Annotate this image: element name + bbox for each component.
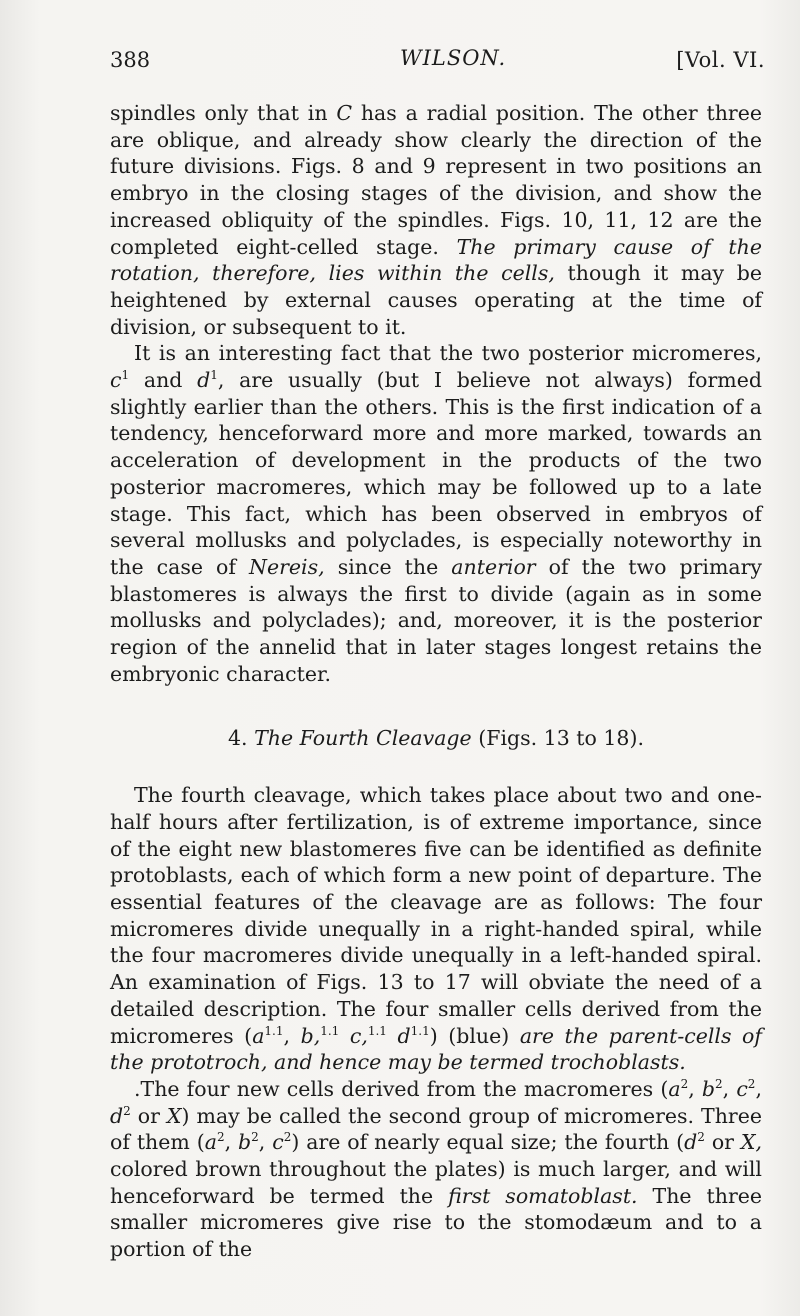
paragraph-3 bbox=[110, 782, 762, 1076]
section-figs: (Figs. 13 to 18). bbox=[478, 726, 644, 751]
paragraph-2 bbox=[110, 340, 762, 687]
page-number: 388 bbox=[110, 48, 151, 72]
italic-text: d bbox=[397, 1023, 411, 1048]
text-run: ) are of nearly equal size; the fourth ( bbox=[291, 1130, 685, 1155]
italic-text: b bbox=[238, 1130, 252, 1155]
superscript: 1.1 bbox=[367, 1023, 387, 1038]
text-run: or bbox=[704, 1130, 741, 1155]
text-run: spindles only that in bbox=[110, 101, 337, 125]
italic-text: X bbox=[166, 1103, 182, 1128]
text-run bbox=[339, 1024, 350, 1048]
section-number: 4. bbox=[228, 726, 248, 751]
body-text bbox=[110, 100, 762, 1263]
superscript: 2 bbox=[216, 1130, 225, 1145]
text-run: and bbox=[129, 368, 198, 393]
running-header bbox=[110, 48, 765, 78]
section-heading bbox=[110, 725, 762, 752]
text-run: has a radial position. The other three are oblique, and already show clearly the direction of the future divisions. Figs. 8 and 9 represent in two positions an embryo in the closing stages of the division, and show the increased obliquity of the spindles. Figs. 10, 11, 12 are the completed eight-celled stage. bbox=[110, 101, 762, 259]
italic-text: b, bbox=[300, 1023, 321, 1048]
text-run bbox=[387, 1024, 398, 1048]
superscript: 1.1 bbox=[320, 1023, 340, 1038]
superscript: 2 bbox=[697, 1130, 705, 1145]
italic-text: The primary cause of the rotation, therefore, lies within the cells, bbox=[110, 234, 762, 286]
superscript: 2 bbox=[123, 1103, 131, 1118]
italic-text: c bbox=[272, 1130, 284, 1155]
italic-text: a bbox=[204, 1130, 217, 1155]
italic-text: first somatoblast. bbox=[448, 1183, 638, 1208]
text-run: The three smaller micromeres give rise to the stomodæum and to a portion of the bbox=[110, 1183, 763, 1262]
italic-text: c bbox=[110, 368, 122, 393]
italic-text: are the parent-cells of the prototroch, and hence may be termed trochoblasts. bbox=[110, 1023, 762, 1075]
italic-text: b bbox=[701, 1076, 715, 1101]
section-title: The Fourth Cleavage bbox=[254, 726, 472, 751]
superscript: 2 bbox=[283, 1130, 292, 1145]
text-run: ) may be called the second group of micromeres. Three of them ( bbox=[110, 1103, 763, 1155]
italic-text: C bbox=[336, 101, 353, 125]
italic-text: anterior bbox=[451, 554, 536, 579]
text-run: It is an interesting fact that the two posterior micromeres, bbox=[134, 341, 762, 366]
text-run: or bbox=[130, 1103, 167, 1128]
superscript: 1.1 bbox=[410, 1023, 430, 1038]
text-run: though it may be heightened by external causes operating at the time of division, or subsequent to it. bbox=[110, 261, 763, 339]
superscript: 2 bbox=[680, 1076, 689, 1091]
superscript: 1 bbox=[121, 368, 130, 383]
text-run: of the two primary blastomeres is always the first to divide (again as in some mollusks and polyclades); and, moreover, it is the posterior region of the annelid that in later stages longest retains the embryonic character. bbox=[110, 554, 762, 686]
superscript: 2 bbox=[715, 1076, 723, 1091]
text-run: , bbox=[283, 1023, 301, 1048]
italic-text: d bbox=[684, 1130, 698, 1155]
paragraph-1 bbox=[110, 100, 762, 340]
text-run: , bbox=[755, 1076, 762, 1101]
italic-text: d bbox=[197, 368, 211, 393]
italic-text: c, bbox=[349, 1023, 368, 1048]
text-run: .The four new cells derived from the macromeres ( bbox=[134, 1076, 669, 1101]
superscript: 1 bbox=[210, 368, 218, 383]
text-run: The fourth cleavage, which takes place about two and one-half hours after fertilization, is of extreme importance, since of the eight new blastomeres five can be identified as definite protoblasts, each of which form a new point of departure. The essential features of the cleavage are as follows: The four micromeres divide unequally in a right-handed spiral, while the four macromeres divide unequally in a left-handed spiral. An examination of Figs. 13 to 17 will obviate the need of a detailed description. The four smaller cells derived from the micromeres ( bbox=[110, 783, 762, 1048]
text-run: , bbox=[224, 1130, 239, 1155]
superscript: 1.1 bbox=[264, 1023, 284, 1038]
text-run: , bbox=[722, 1076, 737, 1101]
italic-text: Nereis, bbox=[249, 554, 325, 579]
superscript: 2 bbox=[251, 1130, 259, 1145]
text-run: , bbox=[258, 1130, 273, 1155]
text-run: since the bbox=[324, 554, 452, 579]
text-run: , bbox=[688, 1076, 702, 1101]
text-run: ) (blue) bbox=[429, 1023, 520, 1048]
paragraph-4 bbox=[110, 1076, 762, 1263]
italic-text: X, bbox=[740, 1130, 762, 1155]
italic-text: a bbox=[252, 1023, 265, 1048]
superscript: 2 bbox=[747, 1076, 756, 1091]
italic-text: d bbox=[110, 1103, 124, 1128]
italic-text: c bbox=[736, 1076, 748, 1101]
running-title: WILSON. bbox=[400, 46, 507, 70]
text-run: , are usually (but I believe not always) formed slightly earlier than the others. This is the first indication of a tendency, henceforward more and more marked, towards an acceleration of development in the products of the two posterior macromeres, which may be followed up to a late stage. This fact, which has been observed in embryos of several mollusks and polyclades, is especially noteworthy in the case of bbox=[110, 368, 762, 579]
text-run: colored brown throughout the plates) is much larger, and will henceforward be termed the bbox=[110, 1157, 762, 1208]
volume-label: [Vol. VI. bbox=[676, 48, 765, 72]
italic-text: a bbox=[668, 1076, 681, 1101]
